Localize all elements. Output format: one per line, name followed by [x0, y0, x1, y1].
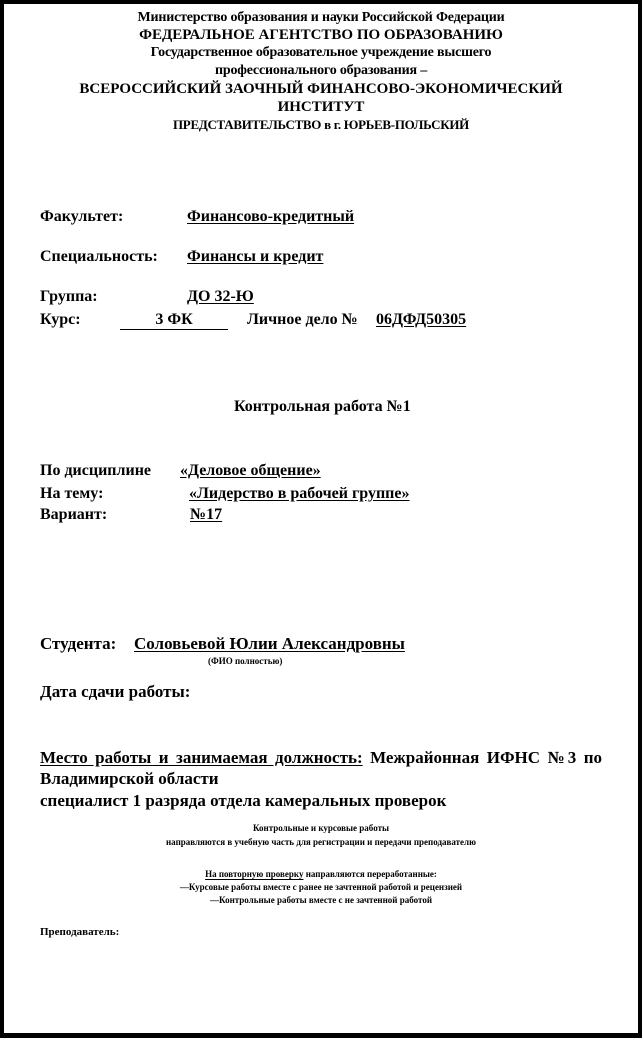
note2-title-rest: направляются переработанные: [303, 869, 437, 879]
group-label: Группа: [40, 288, 98, 305]
note2-title-underlined: На повторную проверку [205, 869, 304, 879]
note1-title: Контрольные и курсовые работы [252, 823, 390, 833]
workplace-value: Межрайонная ИФНС №3 по [370, 748, 603, 767]
work-title: Контрольная работа №1 [234, 398, 411, 415]
workplace-line [40, 748, 602, 768]
discipline-label: По дисциплине [40, 462, 152, 479]
faculty-value: Финансово-кредитный [187, 208, 355, 225]
institute-name-line: ВСЕРОССИЙСКИЙ ЗАОЧНЫЙ ФИНАНСОВО-ЭКОНОМИЧЕСКИЙ [79, 81, 563, 97]
student-name-hint: (ФИО полностью) [208, 656, 283, 666]
variant-label: Вариант: [40, 506, 108, 523]
branch-line: ПРЕДСТАВИТЕЛЬСТВО в г. ЮРЬЕВ-ПОЛЬСКИЙ [173, 117, 469, 132]
institute-line: ИНСТИТУТ [277, 99, 365, 115]
specialty-value: Финансы и кредит [187, 248, 324, 265]
specialty-label: Специальность: [40, 248, 158, 265]
course-label: Курс: [40, 311, 81, 328]
workplace-label: Место работы и занимаемая должность: [40, 748, 363, 767]
personal-file-label: Личное дело № [247, 311, 358, 328]
discipline-value: «Деловое общение» [180, 462, 321, 479]
workplace-region: Владимирской области [40, 769, 219, 788]
education-line: профессионального образования – [215, 63, 427, 78]
course-value: 3 ФК [120, 311, 228, 330]
student-name: Соловьевой Юлии Александровны [134, 634, 405, 653]
ministry-line: Министерство образования и науки Российской Федерации [137, 10, 505, 25]
submission-date-label: Дата сдачи работы: [40, 682, 191, 701]
faculty-label: Факультет: [40, 208, 124, 225]
topic-value: «Лидерство в рабочей группе» [189, 485, 410, 502]
agency-line: ФЕДЕРАЛЬНОЕ АГЕНТСТВО ПО ОБРАЗОВАНИЮ [139, 27, 503, 43]
position: специалист 1 разряда отдела камеральных проверок [40, 791, 447, 810]
topic-label: На тему: [40, 485, 104, 502]
note2-item-control: —Контрольные работы вместе с не зачтенной работой [210, 895, 432, 905]
institution-type-line: Государственное образовательное учреждение высшего [150, 45, 492, 60]
teacher-label: Преподаватель: [40, 926, 120, 938]
variant-value: №17 [190, 506, 223, 523]
note2-title [0, 869, 642, 879]
student-label: Студента: [40, 634, 117, 653]
personal-file-value: 06ДФД50305 [376, 311, 467, 328]
group-value: ДО 32-Ю [187, 288, 254, 305]
note1-text: направляются в учебную часть для регистрации и передачи преподавателю [166, 837, 476, 847]
note2-item-coursework: —Курсовые работы вместе с ранее не зачтенной работой и рецензией [179, 882, 463, 892]
